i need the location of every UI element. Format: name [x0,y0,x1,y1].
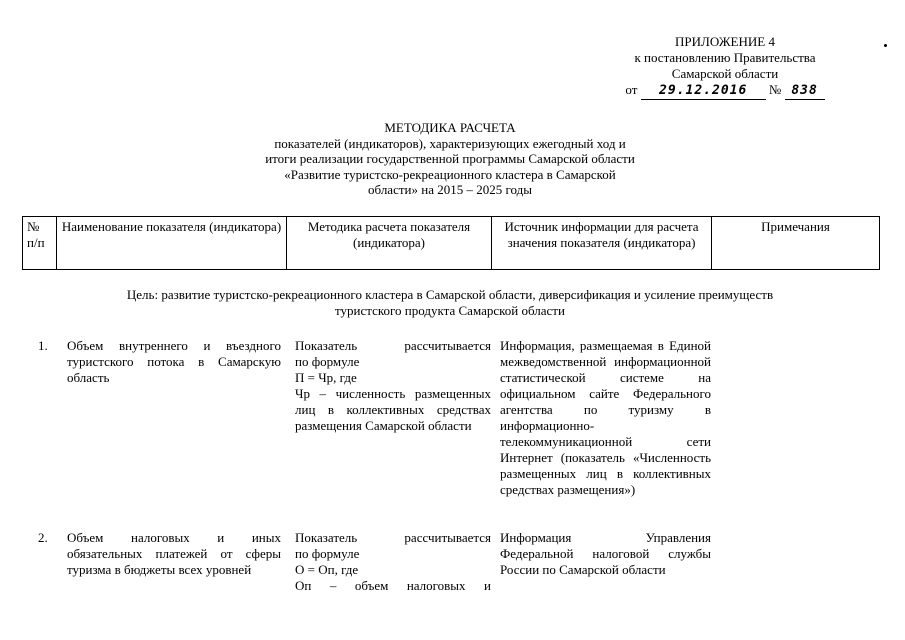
methodology-title-block [230,120,670,198]
calculation-method [295,338,495,434]
appendix-title: ПРИЛОЖЕНИЕ 4 [675,34,775,49]
method-line: по формуле [295,546,360,561]
method-line: Оп – объем налоговых и [295,578,491,593]
goal-line-1: Цель: развитие туристско-рекреационного кластера в Самарской области, диверсификация и усиление преимуществ [126,287,774,302]
method-line: Чр – численность размещенных лиц в коллективных средствах размещения Самарской области [295,386,495,433]
indicator-name: Объем внутреннего и въездного туристского потока в Самарскую область [67,338,281,385]
subtitle-line-1: показателей (индикаторов), характеризующих ежегодный ход и [274,135,626,151]
number-value: 838 [785,83,825,100]
indicator-name: Объем налоговых и иных обязательных платежей от сферы туризма в бюджеты всех уровней [67,530,281,577]
method-line: по формуле [295,354,360,369]
appendix-line-2: Самарской области [671,66,779,81]
header-source: Источник информации для расчета значения показателя (индикатора) [492,217,712,270]
header-name: Наименование показателя (индикатора) [57,217,287,270]
appendix-date-line [600,82,850,100]
table-header [22,216,880,270]
scan-speck [884,44,887,47]
date-prefix: от [625,82,638,97]
row-number: 1. [38,338,48,353]
subtitle-line-4: области» на 2015 – 2025 годы [368,182,532,197]
header-num: № п/п [23,217,57,270]
method-line: О = Оп, где [295,562,359,577]
method-line: Показатель рассчитывается [295,338,491,353]
header-method: Методика расчета показателя (индикатора) [287,217,492,270]
appendix-line-1: к постановлению Правительства [634,50,816,65]
subtitle-line-2: итоги реализации государственной программы Самарской области [265,151,635,166]
goal-line-2: туристского продукта Самарской области [335,303,565,318]
information-source: Информация, размещаемая в Единой межведомственной информационной статистической системе на официальном сайте Федерального агентства по туризму в информационно-телекоммуникационной сети Интернет (показатель «Численность размещенных лиц в коллективных средствах размещения») [500,338,711,497]
date-value: 29.12.2016 [641,83,766,100]
calculation-method [295,530,491,594]
subtitle-line-3: «Развитие туристско-рекреационного кластера в Самарской [284,166,616,182]
method-line: П = Чр, где [295,370,357,385]
appendix-block [600,34,850,100]
row-number: 2. [38,530,48,545]
goal-text [50,287,850,319]
header-notes: Примечания [712,217,880,270]
information-source: Информация Управления Федеральной налоговой службы России по Самарской области [500,530,711,577]
method-line: Показатель рассчитывается [295,530,491,545]
number-prefix: № [768,82,782,97]
methodology-title: МЕТОДИКА РАСЧЕТА [384,120,516,135]
